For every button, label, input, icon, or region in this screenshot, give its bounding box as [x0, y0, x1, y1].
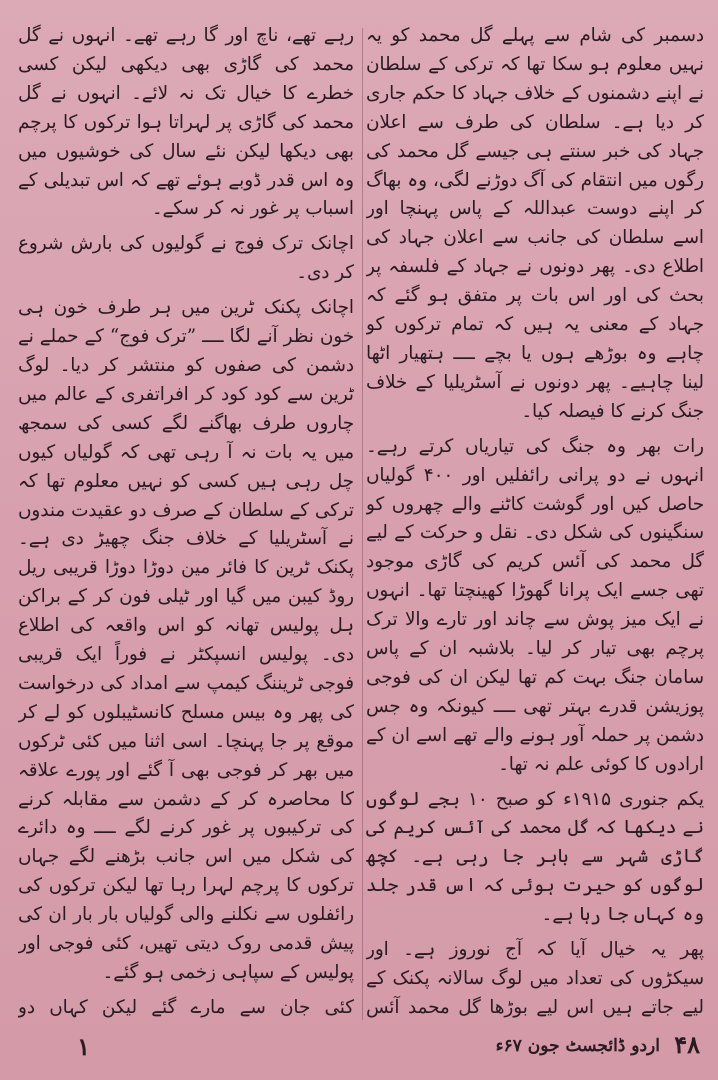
- publication-title: اردو ڈائجسٹ جون ۶۷ء: [495, 1036, 660, 1056]
- paragraph: پھر یہ خیال آیا کہ آج نوروز ہے۔ اور سیکڑوں کی تعداد میں لوگ سالانہ پکنک کے لیے جاتے ہیں اس لیے بوڑھا گل محمد آئس: [366, 939, 704, 1018]
- paragraph: یکم جنوری ۱۹۱۵ء کو صبح ۱۰ بجے لوگوں نے دیکھا کہ گل محمد کی آئس کریم کی گاڑی شہر سے باہر جا رہی ہے۔ کچھ لوگوں کو حیرت ہوئی کہ اس قدر جلد وہ کہاں جا رہا ہے۔: [366, 788, 704, 926]
- paragraph: رہے تھے، ناچ اور گا رہے تھے۔ انہوں نے گل محمد کی گاڑی بھی دیکھی لیکن کسی خطرے کا خیال تک نہ لائے۔ انہوں نے گل محمد کی گاڑی پر لہراتا ہوا ترکوں کا پرچم بھی دیکھا لیکن نئے سال کی خوشیوں میں وہ اس قدر ڈوبے ہوئے تھے کہ اس تبدیلی کے اسباب پر غور نہ کر سکے۔: [18, 25, 354, 220]
- paragraph: کئی جان سے مارے گئے لیکن کہاں دو: [18, 996, 354, 1018]
- page-footer: [0, 1032, 718, 1066]
- right-column: [366, 22, 704, 1022]
- paragraph: اچانک ترک فوج نے گولیوں کی بارش شروع کر دی۔: [18, 233, 354, 284]
- left-column: [18, 22, 354, 1022]
- paragraph: اچانک پکنک ٹرین میں ہر طرف خون ہی خون نظر آنے لگا ــــ ”ترک فوج“ کے حملے نے دشمن کی صفوں کو منتشر کر دیا۔ لوگ ٹرین سے کود کود کر افراتفری کے عالم میں چاروں طرف بھاگنے لگے کسی کی سمجھ میں یہ بات نہ آ رہی تھی کہ گولیاں کیوں چل رہی ہیں کسی کو نہیں معلوم تھا کہ ترکی کے سلطان کے صرف دو عقیدت مندوں نے آسٹریلیا کے خلاف جنگ چھیڑ دی ہے۔ پکنک ٹرین کا فائر مین دوڑا دوڑا قریبی ریل روڈ کیبن میں گیا اور ٹیلی فون کر کے براکن ہل پولیس تھانہ کو اس واقعہ کی اطلاع دی۔ پولیس انسپکٹر نے فوراً ایک قریبی فوجی ٹریننگ کیمپ سے امداد کی درخواست کی پھر وہ بیس مسلح کانسٹیبلوں کو لے کر موقع پر جا پہنچا۔ اسی اثنا میں کئی ٹرکوں میں بھر کر فوجی بھی آ گئے اور پورے علاقہ کا محاصرہ کر کے دشمن سے مقابلہ کرنے کی ترکیبوں پر غور کرنے لگے ــــ وہ دائرے کی شکل میں اس جانب بڑھنے لگے جہاں ترکوں کا پرچم لہرا رہا تھا لیکن ترکوں کی رائفلوں سے نکلنے والی گولیاں بار بار ان کی پیش قدمی روک دیتی تھیں، کئی فوجی اور پولیس کے سپاہی زخمی ہو گئے۔: [18, 297, 354, 983]
- paragraph: رات بھر وہ جنگ کی تیاریاں کرتے رہے۔ انہوں نے دو پرانی رائفلیں اور ۴۰۰ گولیاں حاصل کیں اور گوشت کاٹنے والے چھروں کو سنگینوں کی شکل دی۔ نقل و حرکت کے لیے گل محمد کی آئس کریم کی گاڑی موجود تھی جسے ایک پرانا گھوڑا کھینچتا تھا۔ انہوں نے ایک میز پوش سے چاند اور تارے والا ترک پرچم بھی تیار کر لیا۔ بلاشبہ ان کے پاس سامان جنگ بہت کم تھا لیکن ان کی فوجی پوزیشن قدرے بہتر تھی ــــ کیونکہ وہ جس دشمن پر حملہ آور ہونے والے تھے اسے ان کے ارادوں کا کوئی علم نہ تھا۔: [366, 435, 704, 775]
- page-number: ۴۸: [674, 1030, 700, 1059]
- paragraph: دسمبر کی شام سے پہلے گل محمد کو یہ نہیں معلوم ہو سکا تھا کہ ترکی کے سلطان نے اپنے دشمنوں کے خلاف جہاد کا حکم جاری کر دیا ہے۔ سلطان کی طرف سے اعلان جہاد کی خبر سنتے ہی جیسے گل محمد کی رگوں میں انتقام کی آگ دوڑنے لگی، وہ بھاگ کر اپنے دوست عبداللہ کے پاس پہنچا اور اسے سلطان کی جانب سے اعلان جہاد کی اطلاع دی۔ پھر دونوں نے جہاد کے فلسفہ پر بحث کی اور اس بات پر متفق ہو گئے کہ جہاد کے معنی یہ ہیں کہ تمام ترکوں کو چاہے وہ بوڑھے ہوں یا بچے ــــ ہتھیار اٹھا لینا چاہیے۔ پھر دونوں نے آسٹریلیا کے خلاف جنگ کرنے کا فیصلہ کیا۔: [366, 25, 704, 422]
- corner-mark: ۱: [77, 1032, 90, 1061]
- column-divider: [362, 28, 363, 1020]
